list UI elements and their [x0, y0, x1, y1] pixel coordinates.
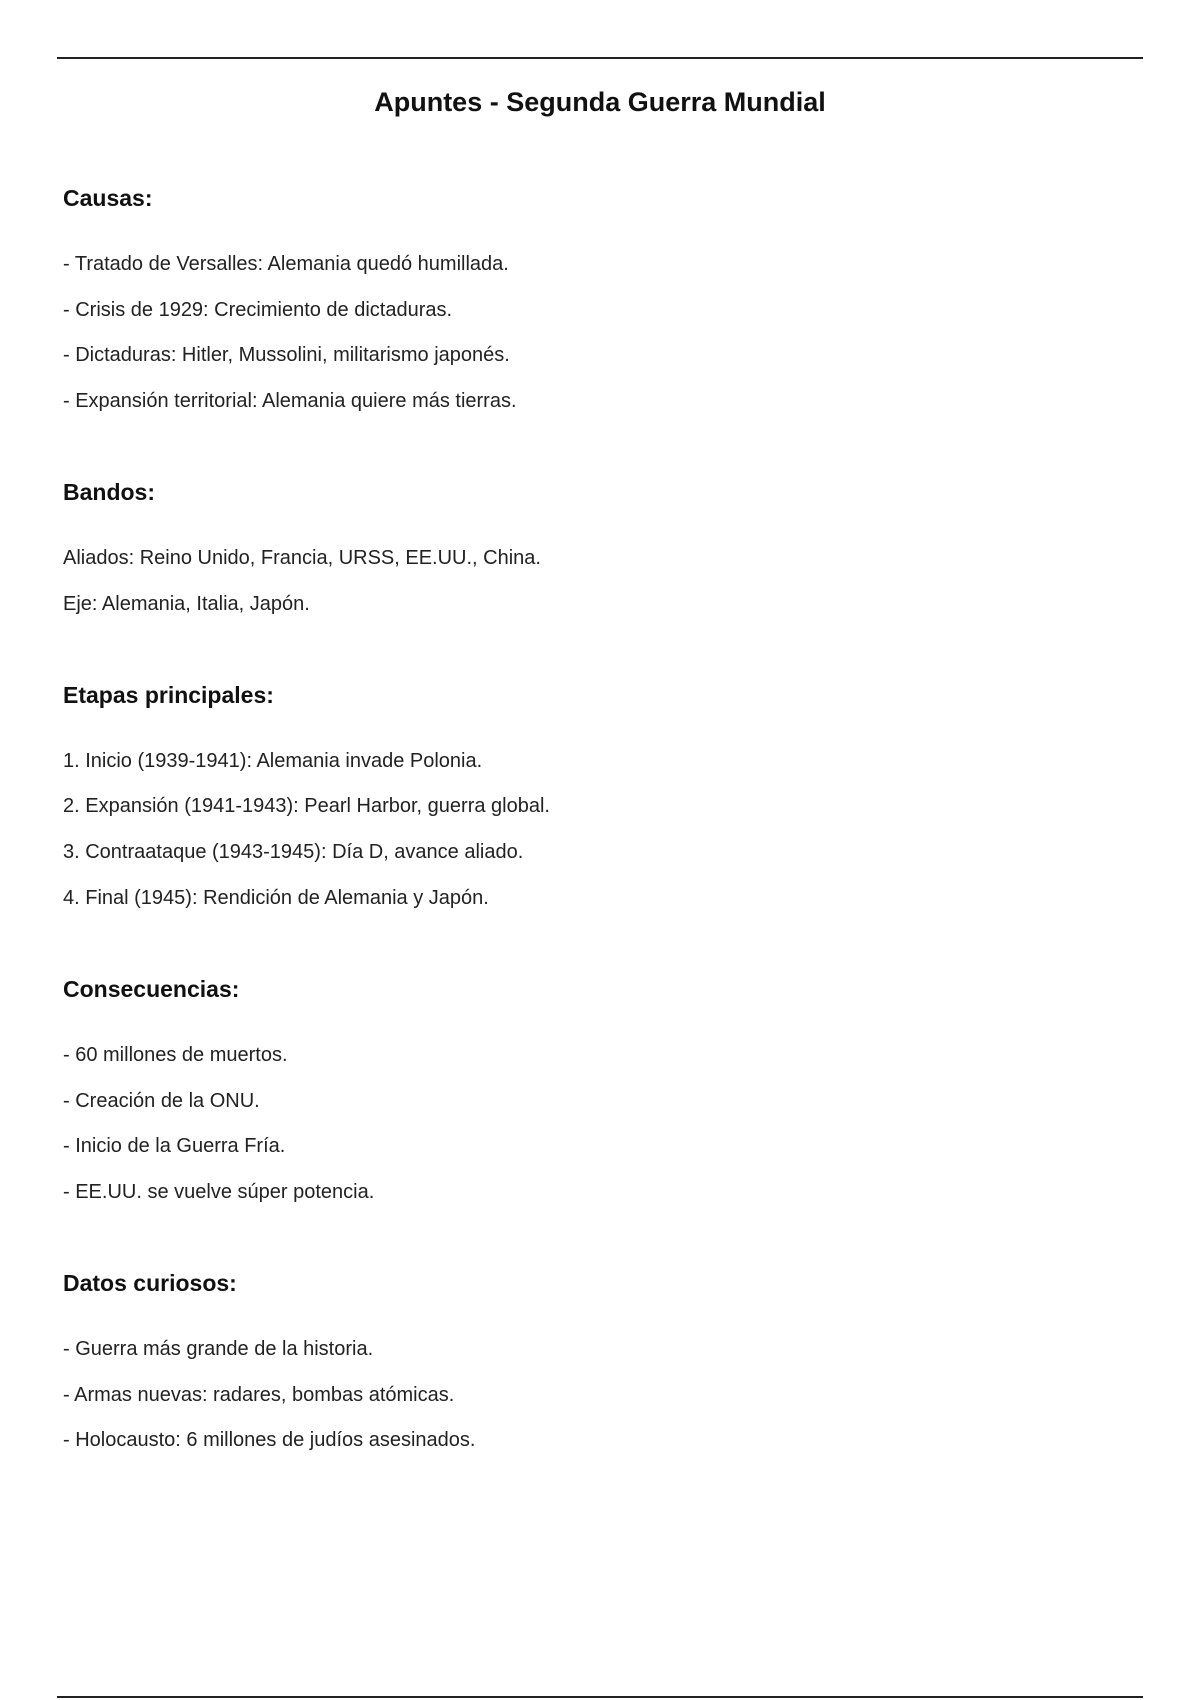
section-datos-curiosos [63, 1265, 1123, 1455]
list-item: - Expansión territorial: Alemania quiere más tierras. [63, 390, 517, 413]
etapas-list [63, 746, 1123, 913]
list-item: 4. Final (1945): Rendición de Alemania y Japón. [63, 886, 489, 909]
top-divider [57, 57, 1143, 59]
list-item: 1. Inicio (1939-1941): Alemania invade Polonia. [63, 749, 483, 772]
bottom-divider [57, 1696, 1143, 1698]
section-heading: Datos curiosos: [63, 1269, 237, 1296]
section-etapas [63, 677, 1123, 913]
section-bandos [63, 474, 1123, 619]
list-item: - Tratado de Versalles: Alemania quedó humillada. [63, 253, 509, 275]
section-heading: Bandos: [63, 479, 155, 506]
datos-curiosos-list [63, 1334, 1123, 1455]
document-body [63, 180, 1123, 1471]
document-title: Apuntes - Segunda Guerra Mundial [374, 87, 826, 118]
list-item: - Holocausto: 6 millones de judíos asesinados. [63, 1429, 476, 1452]
list-item: - EE.UU. se vuelve súper potencia. [63, 1180, 375, 1203]
list-item: - Dictaduras: Hitler, Mussolini, militarismo japonés. [63, 344, 510, 367]
list-item: Aliados: Reino Unido, Francia, URSS, EE.UU., China. [63, 547, 541, 570]
section-heading: Causas: [63, 185, 153, 211]
section-consecuencias [63, 971, 1123, 1207]
list-item: - Crisis de 1929: Crecimiento de dictaduras. [63, 298, 453, 321]
list-item: - Creación de la ONU. [63, 1089, 260, 1112]
list-item: - Inicio de la Guerra Fría. [63, 1135, 286, 1158]
section-heading: Consecuencias: [63, 975, 240, 1002]
consecuencias-list [63, 1040, 1123, 1207]
list-item: - Armas nuevas: radares, bombas atómicas. [63, 1383, 455, 1406]
list-item: - Guerra más grande de la historia. [63, 1337, 374, 1360]
bandos-list [63, 543, 1123, 619]
list-item: Eje: Alemania, Italia, Japón. [63, 592, 310, 615]
list-item: 2. Expansión (1941-1943): Pearl Harbor, guerra global. [63, 795, 550, 818]
causas-list [63, 249, 1123, 416]
list-item: - 60 millones de muertos. [63, 1043, 288, 1066]
section-causas [63, 180, 1123, 416]
list-item: 3. Contraataque (1943-1945): Día D, avance aliado. [63, 841, 524, 864]
section-heading: Etapas principales: [63, 681, 274, 708]
